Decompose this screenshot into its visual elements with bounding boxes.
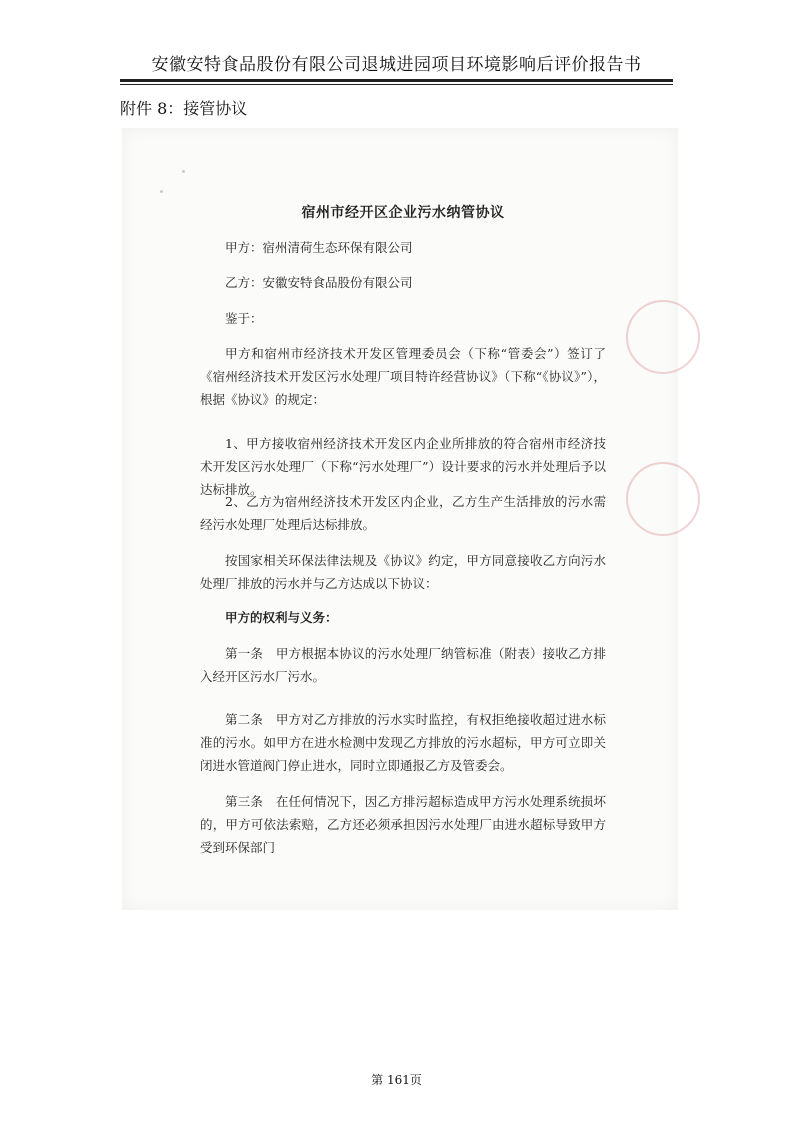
article-2 xyxy=(200,708,606,777)
recital-item-2 xyxy=(200,490,606,536)
report-header-title: 安徽安特食品股份有限公司退城进园项目环境影响后评价报告书 xyxy=(151,55,642,75)
header-rule-thin xyxy=(120,84,673,85)
scan-speck xyxy=(160,190,163,193)
recital-item-text: 1、甲方接收宿州经济技术开发区内企业所排放的符合宿州市经济技术开发区污水处理厂（下称“污水处理厂”）设计要求的污水并处理后予以达标排放。 xyxy=(200,436,606,497)
agreement-title: 宿州市经开区企业污水纳管协议 xyxy=(301,205,505,221)
seal-stamp-fragment xyxy=(626,300,700,374)
agreement-intro xyxy=(200,549,606,595)
header-rule-thick xyxy=(120,79,673,82)
article-text: 第一条 甲方根据本协议的污水处理厂纳管标准（附表）接收乙方排入经开区污水厂污水。 xyxy=(200,646,606,684)
party-a-text: 甲方：宿州清荷生态环保有限公司 xyxy=(225,240,413,255)
section-heading xyxy=(200,606,606,629)
whereas-line xyxy=(200,307,606,330)
article-text: 第三条 在任何情况下，因乙方排污超标造成甲方污水处理系统损坏的，甲方可依法索赔，乙方还必须承担因污水处理厂由进水超标导致甲方受到环保部门 xyxy=(200,794,606,855)
party-b-text: 乙方：安徽安特食品股份有限公司 xyxy=(225,275,413,290)
party-b-line xyxy=(200,271,606,294)
party-a-line xyxy=(200,236,606,259)
article-1 xyxy=(200,642,606,688)
article-3 xyxy=(200,790,606,859)
page-number: 第 161页 xyxy=(371,1073,422,1087)
seal-stamp-fragment xyxy=(626,462,700,536)
whereas-text: 鉴于： xyxy=(225,311,263,326)
recital-paragraph xyxy=(200,342,606,411)
section-heading-text: 甲方的权利与义务： xyxy=(225,610,338,625)
agreement-intro-text: 按国家相关环保法律法规及《协议》约定，甲方同意接收乙方向污水处理厂排放的污水并与乙方达成以下协议： xyxy=(200,553,606,591)
recital-item-text: 2、乙方为宿州经济技术开发区内企业，乙方生产生活排放的污水需经污水处理厂处理后达标排放。 xyxy=(200,494,606,532)
scan-speck xyxy=(182,170,185,173)
article-text: 第二条 甲方对乙方排放的污水实时监控，有权拒绝接收超过进水标准的污水。如甲方在进水检测中发现乙方排放的污水超标，甲方可立即关闭进水管道阀门停止进水，同时立即通报乙方及管委会。 xyxy=(200,712,606,773)
attachment-label: 附件 8：接管协议 xyxy=(120,99,248,118)
recital-text: 甲方和宿州市经济技术开发区管理委员会（下称“管委会”）签订了《宿州经济技术开发区污水处理厂项目特许经营协议》（下称“《协议》”），根据《协议》的规定： xyxy=(200,346,606,407)
